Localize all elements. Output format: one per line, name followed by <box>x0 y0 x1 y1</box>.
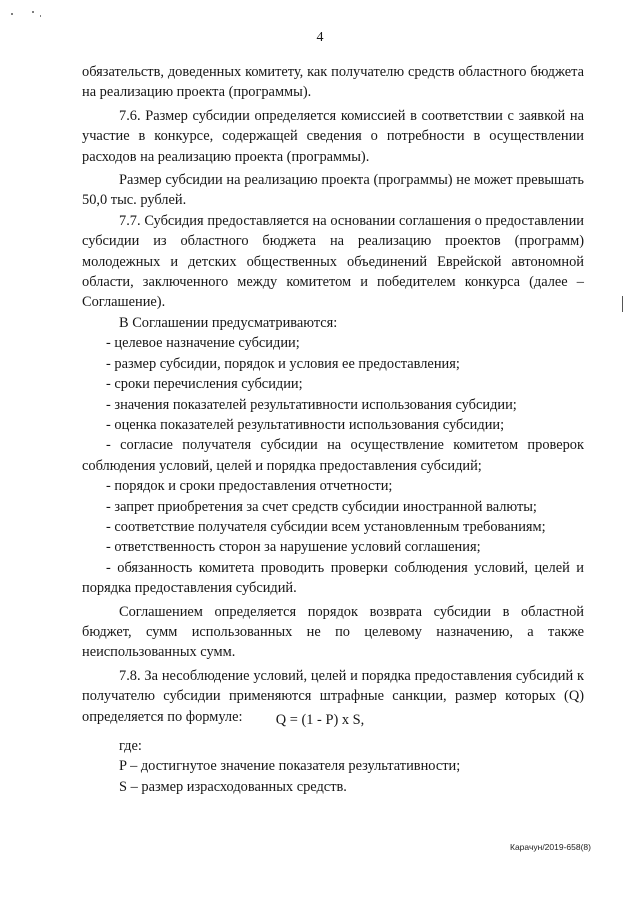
agreement-item: - сроки перечисления субсидии; <box>106 376 303 393</box>
agreement-item: - соответствие получателя субсидии всем установленным требованиям; <box>106 518 546 535</box>
definition-p: P – достигнутое значение показателя результативности; <box>119 758 461 775</box>
definition-s: S – размер израсходованных средств. <box>119 778 347 795</box>
scan-speck <box>40 15 41 17</box>
paragraph-7-7: 7.7. Субсидия предоставляется на основании соглашения о предоставлении субсидии из областного бюджета на реализацию проектов (программ) молодежных и детских общественных объединений Еврейской автономной области, заключенного между комитетом и победителем конкурса (далее – Соглашение). <box>82 212 584 311</box>
where-label: где: <box>119 738 142 754</box>
paragraph-continuation: обязательств, доведенных комитету, как получателю средств областного бюджета на реализацию проекта (программы). <box>82 64 584 101</box>
agreement-item: - ответственность сторон за нарушение условий соглашения; <box>106 539 481 556</box>
document-body <box>82 62 584 727</box>
agreement-item: - запрет приобретения за счет средств субсидии иностранной валюты; <box>106 498 537 515</box>
agreement-item: - порядок и сроки предоставления отчетности; <box>106 478 393 495</box>
scan-speck <box>32 11 34 13</box>
formula-definitions <box>119 736 589 797</box>
scan-speck <box>11 13 13 15</box>
agreement-item: - согласие получателя субсидии на осуществление комитетом проверок соблюдения условий, целей и порядка предоставления субсидий; <box>82 437 584 474</box>
scan-artifact-line <box>622 296 623 312</box>
paragraph-7-6: 7.6. Размер субсидии определяется комиссией в соответствии с заявкой на участие в конкурсе, содержащей сведения о потребности в осуществлении расходов на реализацию проекта (программы). <box>82 107 584 165</box>
agreement-item: - целевое назначение субсидии; <box>106 335 300 352</box>
paragraph-agreement-intro: В Соглашении предусматриваются: <box>119 314 338 331</box>
paragraph-refund: Соглашением определяется порядок возврата субсидии в областной бюджет, сумм использованных не по целевому назначению, а также неиспользованных сумм. <box>82 603 584 661</box>
paragraph-7-8: 7.8. За несоблюдение условий, целей и порядка предоставления субсидий к получателю субсидии применяются штрафные санкции, размер которых (Q) определяется по формуле: <box>82 667 584 725</box>
agreement-item: - оценка показателей результативности использования субсидии; <box>106 416 505 433</box>
agreement-item: - размер субсидии, порядок и условия ее предоставления; <box>106 355 460 372</box>
agreement-item: - обязанность комитета проводить проверки соблюдения условий, целей и порядка предоставления субсидий. <box>82 559 584 597</box>
paragraph-subsidy-limit: Размер субсидии на реализацию проекта (программы) не может превышать 50,0 тыс. рублей. <box>82 172 584 209</box>
penalty-formula: Q = (1 - P) x S, <box>275 712 365 728</box>
page-number: 4 <box>316 30 324 45</box>
agreement-item: - значения показателей результативности использования субсидии; <box>106 396 517 413</box>
registry-mark: Карачун/2019-658(8) <box>510 842 591 852</box>
